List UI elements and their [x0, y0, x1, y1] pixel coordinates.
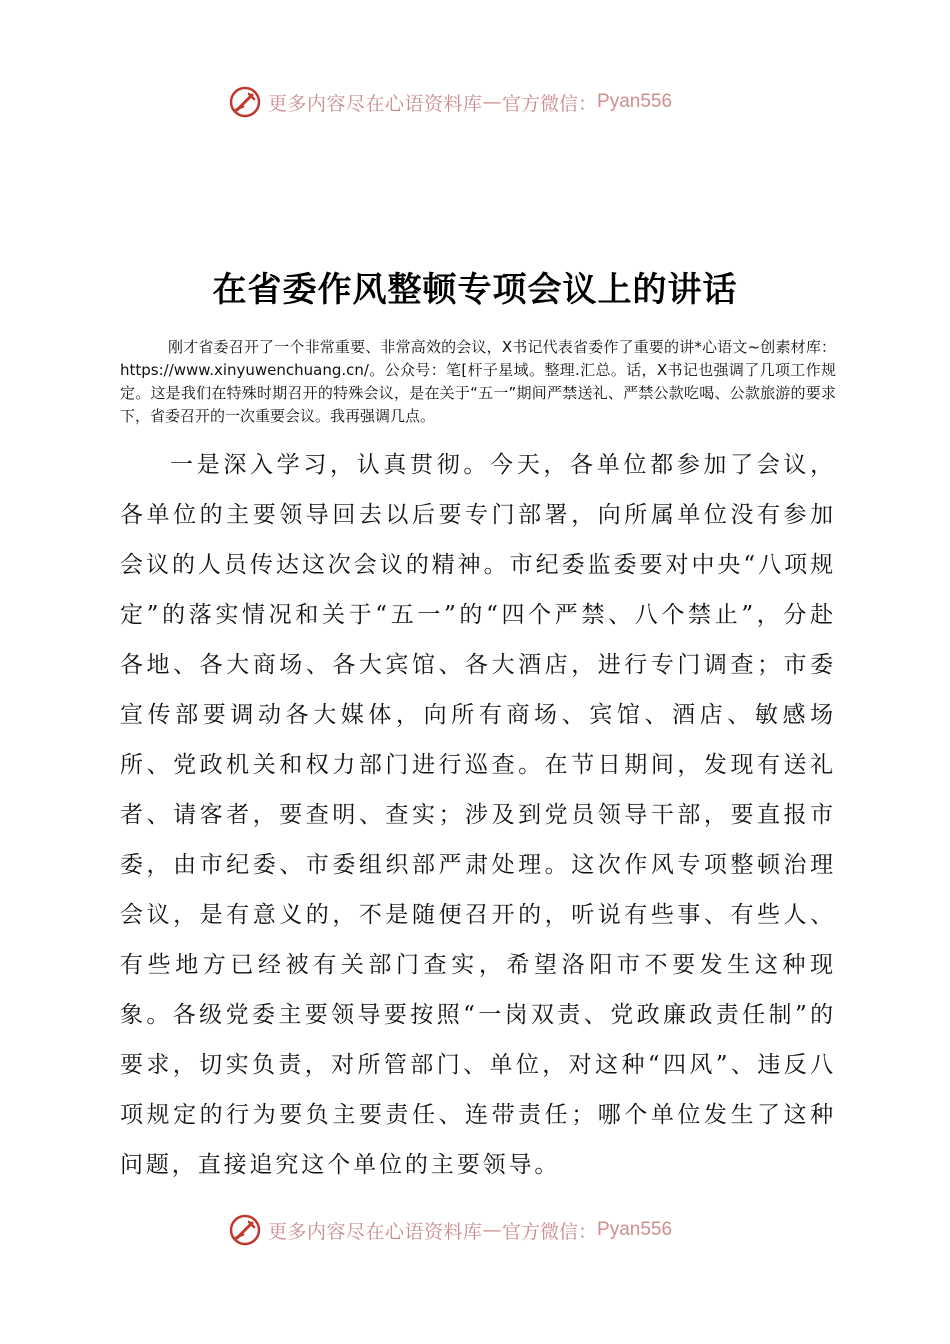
document-title: 在省委作风整顿专项会议上的讲话 [212, 270, 738, 310]
watermark-dash: — [482, 91, 503, 113]
watermark-wechat-id: Pyan556 [597, 1219, 673, 1240]
watermark-wechat-label: 官方微信： [502, 92, 598, 115]
intro-paragraph: 刚才省委召开了一个非常重要、非常高效的会议，X书记代表省委作了重要的讲*心语文~创素材库：https://www.xinyuwenchuang.cn/。公众号：笔[杆子星域。整理.汇总。话，X书记也强调了几项工作规定。这是我们在特殊时期召开的特殊会议，是在关于“五一”期间严禁送礼、严禁公款吃喝、公款旅游的要求下，省委召开的一次重要会议。我再强调几点。 [120, 338, 836, 425]
body-paragraph: 一是深入学习，认真贯彻。今天，各单位都参加了会议，各单位的主要领导回去以后要专门部署，向所属单位没有参加会议的人员传达这次会议的精神。市纪委监委要对中央“八项规定”的落实情况和关于“五一”的“四个严禁、八个禁止”，分赴各地、各大商场、各大宾馆、各大酒店，进行专门调查；市委宣传部要调动各大媒体，向所有商场、宾馆、酒店、敏感场所、党政机关和权力部门进行巡查。在节日期间，发现有送礼者、请客者，要查明、查实；涉及到党员领导干部，要直报市委，由市纪委、市委组织部严肃处理。这次作风专项整顿治理会议，是有意义的，不是随便召开的，听说有些事、有些人、有些地方已经被有关部门查实，希望洛阳市不要发生这种现象。各级党委主要领导要按照“一岗双责、党政廉政责任制”的要求，切实负责，对所管部门、单位，对这种“四风”、违反八项规定的行为要负主要责任、连带责任；哪个单位发生了这种问题，直接追究这个单位的主要领导。 [120, 452, 836, 1178]
watermark-text: 更多内容尽在心语资料库 [268, 92, 483, 115]
watermark-header [228, 82, 748, 122]
watermark-wechat-id: Pyan556 [597, 91, 673, 112]
pen-logo-icon [228, 85, 262, 119]
watermark-footer [228, 1210, 748, 1250]
watermark-dash: — [482, 1219, 503, 1241]
watermark-text: 更多内容尽在心语资料库 [268, 1220, 483, 1243]
watermark-wechat-label: 官方微信： [502, 1220, 598, 1243]
pen-logo-icon [228, 1213, 262, 1247]
